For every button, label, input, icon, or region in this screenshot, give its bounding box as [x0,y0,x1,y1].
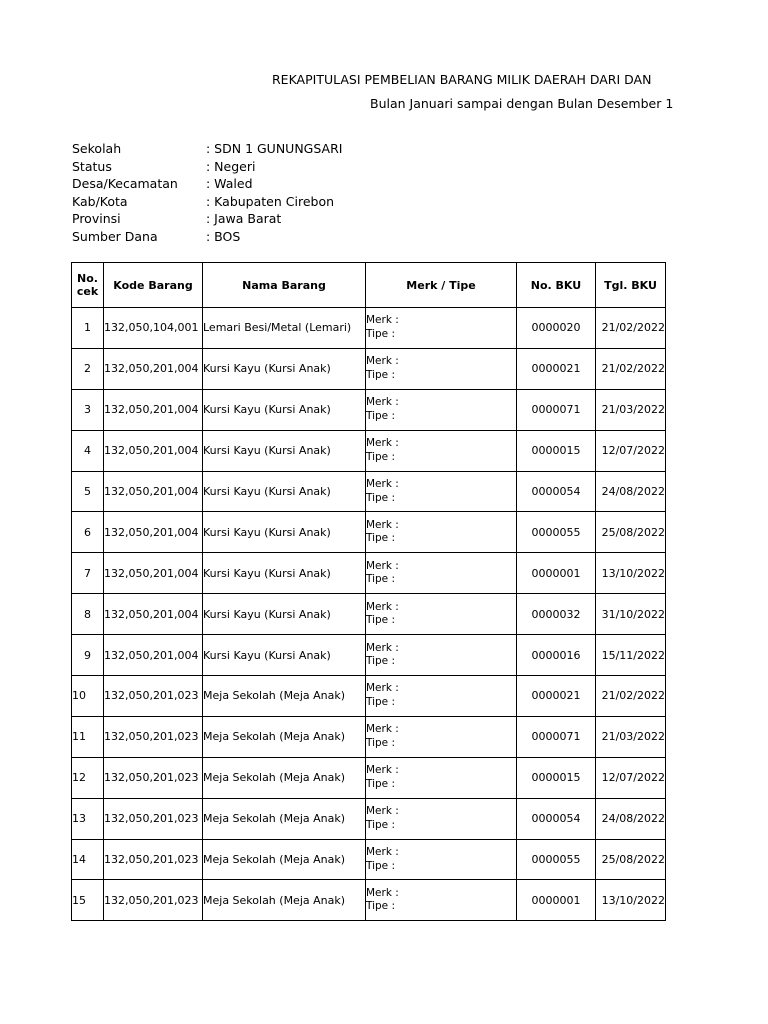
cell-kode-barang: 132,050,201,023 [104,880,203,921]
table-row [72,348,666,389]
info-label: Sekolah [72,141,122,156]
header-no-cek [72,263,104,308]
cell-tgl-bku: 12/07/2022 [596,430,666,471]
cell-kode-barang: 132,050,201,004 [104,635,203,676]
merk-label: Merk : [366,396,399,409]
info-value: : Waled [206,176,253,192]
cell-no: 2 [72,348,104,389]
cell-tgl-bku: 31/10/2022 [596,594,666,635]
cell-no-bku: 0000071 [517,389,596,430]
table-row [72,553,666,594]
cell-no-bku: 0000016 [517,635,596,676]
cell-no-bku: 0000071 [517,716,596,757]
cell-tgl-bku: 21/02/2022 [596,308,666,349]
table-row [72,798,666,839]
info-label: Kab/Kota [72,193,128,209]
table-row [72,594,666,635]
cell-no: 4 [72,430,104,471]
merk-label: Merk : [366,314,399,327]
cell-tgl-bku: 24/08/2022 [596,798,666,839]
cell-nama-barang: Kursi Kayu (Kursi Anak) [203,594,366,635]
cell-nama-barang: Kursi Kayu (Kursi Anak) [203,430,366,471]
table-row [72,512,666,553]
table-row [72,716,666,757]
cell-merk-tipe [366,757,517,798]
table-row [72,471,666,512]
cell-no-bku: 0000055 [517,839,596,880]
cell-no: 6 [72,512,104,553]
tipe-label: Tipe : [366,695,396,708]
cell-no-bku: 0000032 [517,594,596,635]
document-title: REKAPITULASI PEMBELIAN BARANG MILIK DAERAH DARI DAN [272,72,652,87]
cell-nama-barang: Kursi Kayu (Kursi Anak) [203,471,366,512]
cell-no-bku: 0000001 [517,553,596,594]
table-row [72,308,666,349]
cell-kode-barang: 132,050,201,023 [104,757,203,798]
tipe-label: Tipe : [366,818,396,831]
cell-merk-tipe [366,348,517,389]
cell-no-bku: 0000020 [517,308,596,349]
asset-table [71,262,666,921]
cell-no: 15 [72,880,104,921]
cell-kode-barang: 132,050,201,023 [104,798,203,839]
cell-nama-barang: Meja Sekolah (Meja Anak) [203,716,366,757]
cell-no-bku: 0000001 [517,880,596,921]
tipe-label: Tipe : [366,368,396,381]
header-no-bku: No. BKU [517,263,596,308]
merk-label: Merk : [366,437,399,450]
cell-no: 13 [72,798,104,839]
cell-nama-barang: Meja Sekolah (Meja Anak) [203,798,366,839]
header-nama-barang: Nama Barang [203,263,366,308]
info-row-status [72,158,342,176]
cell-no-bku: 0000015 [517,757,596,798]
table-row [72,389,666,430]
info-row-desa-kecamatan [72,175,342,193]
tipe-label: Tipe : [366,859,396,872]
info-value: : SDN 1 GUNUNGSARI [206,141,343,156]
cell-no: 5 [72,471,104,512]
tipe-label: Tipe : [366,409,396,422]
cell-no-bku: 0000015 [517,430,596,471]
tipe-label: Tipe : [366,450,396,463]
table-row [72,757,666,798]
merk-label: Merk : [366,805,399,818]
cell-no-bku: 0000021 [517,676,596,717]
cell-no: 1 [72,308,104,349]
cell-no: 10 [72,676,104,717]
cell-merk-tipe [366,430,517,471]
table-row [72,839,666,880]
cell-no: 12 [72,757,104,798]
cell-nama-barang: Meja Sekolah (Meja Anak) [203,757,366,798]
tipe-label: Tipe : [366,900,396,913]
cell-no: 14 [72,839,104,880]
cell-kode-barang: 132,050,201,004 [104,594,203,635]
cell-merk-tipe [366,512,517,553]
header-tgl-bku: Tgl. BKU [596,263,666,308]
header-no-line2: cek [76,285,99,298]
merk-label: Merk : [366,518,399,531]
info-label: Sumber Dana [72,228,158,244]
merk-label: Merk : [366,764,399,777]
cell-merk-tipe [366,839,517,880]
cell-kode-barang: 132,050,201,023 [104,716,203,757]
table-header-row [72,263,666,308]
info-label: Status [72,158,112,174]
cell-kode-barang: 132,050,201,004 [104,553,203,594]
cell-nama-barang: Lemari Besi/Metal (Lemari) [203,308,366,349]
cell-kode-barang: 132,050,201,004 [104,348,203,389]
cell-kode-barang: 132,050,201,023 [104,839,203,880]
info-label: Provinsi [72,211,121,227]
cell-nama-barang: Meja Sekolah (Meja Anak) [203,839,366,880]
tipe-label: Tipe : [366,327,396,340]
cell-no-bku: 0000021 [517,348,596,389]
cell-kode-barang: 132,050,201,004 [104,471,203,512]
merk-label: Merk : [366,355,399,368]
cell-kode-barang: 132,050,201,004 [104,389,203,430]
cell-merk-tipe [366,308,517,349]
merk-label: Merk : [366,559,399,572]
cell-merk-tipe [366,798,517,839]
cell-tgl-bku: 21/02/2022 [596,676,666,717]
tipe-label: Tipe : [366,777,396,790]
info-value: : Jawa Barat [206,211,282,227]
merk-label: Merk : [366,478,399,490]
cell-tgl-bku: 21/03/2022 [596,716,666,757]
cell-kode-barang: 132,050,104,001 [104,308,203,349]
info-value: : BOS [206,228,241,244]
info-label: Desa/Kecamatan [72,176,178,192]
info-row-sumber-dana [72,228,342,246]
info-row-sekolah [72,140,342,158]
cell-no: 7 [72,553,104,594]
cell-merk-tipe [366,716,517,757]
cell-no: 3 [72,389,104,430]
info-row-kab-kota [72,193,342,211]
merk-label: Merk : [366,846,399,859]
table-row [72,635,666,676]
cell-no-bku: 0000055 [517,512,596,553]
cell-tgl-bku: 21/03/2022 [596,389,666,430]
cell-merk-tipe [366,594,517,635]
cell-no: 9 [72,635,104,676]
cell-tgl-bku: 12/07/2022 [596,757,666,798]
cell-nama-barang: Meja Sekolah (Meja Anak) [203,676,366,717]
cell-merk-tipe [366,471,517,512]
school-info [72,140,342,246]
merk-label: Merk : [366,886,399,899]
merk-label: Merk : [366,600,399,613]
cell-nama-barang: Kursi Kayu (Kursi Anak) [203,635,366,676]
cell-kode-barang: 132,050,201,023 [104,676,203,717]
info-value: : Negeri [206,158,256,174]
tipe-label: Tipe : [366,736,396,749]
tipe-label: Tipe : [366,532,396,545]
info-value: : Kabupaten Cirebon [206,193,335,209]
cell-tgl-bku: 25/08/2022 [596,512,666,553]
merk-label: Merk : [366,682,399,695]
cell-merk-tipe [366,635,517,676]
table-row [72,676,666,717]
cell-nama-barang: Kursi Kayu (Kursi Anak) [203,348,366,389]
cell-tgl-bku: 24/08/2022 [596,471,666,512]
header-merk-tipe: Merk / Tipe [366,263,517,308]
table-row [72,430,666,471]
cell-tgl-bku: 21/02/2022 [596,348,666,389]
header-no-line1: No. [77,272,98,285]
cell-nama-barang: Kursi Kayu (Kursi Anak) [203,553,366,594]
merk-label: Merk : [366,641,399,654]
cell-merk-tipe [366,880,517,921]
document-subtitle: Bulan Januari sampai dengan Bulan Desember 1 [370,96,674,111]
table-row [72,880,666,921]
cell-kode-barang: 132,050,201,004 [104,430,203,471]
cell-merk-tipe [366,676,517,717]
header-kode-barang: Kode Barang [104,263,203,308]
info-row-provinsi [72,210,342,228]
cell-tgl-bku: 15/11/2022 [596,635,666,676]
cell-nama-barang: Kursi Kayu (Kursi Anak) [203,512,366,553]
cell-merk-tipe [366,553,517,594]
tipe-label: Tipe : [366,573,396,586]
cell-tgl-bku: 13/10/2022 [596,880,666,921]
cell-no: 11 [72,716,104,757]
cell-no-bku: 0000054 [517,798,596,839]
cell-nama-barang: Kursi Kayu (Kursi Anak) [203,389,366,430]
cell-merk-tipe [366,389,517,430]
cell-tgl-bku: 25/08/2022 [596,839,666,880]
tipe-label: Tipe : [366,655,396,668]
tipe-label: Tipe : [366,491,396,504]
merk-label: Merk : [366,723,399,736]
cell-kode-barang: 132,050,201,004 [104,512,203,553]
cell-no: 8 [72,594,104,635]
cell-tgl-bku: 13/10/2022 [596,553,666,594]
cell-nama-barang: Meja Sekolah (Meja Anak) [203,880,366,921]
tipe-label: Tipe : [366,614,396,627]
cell-no-bku: 0000054 [517,471,596,512]
